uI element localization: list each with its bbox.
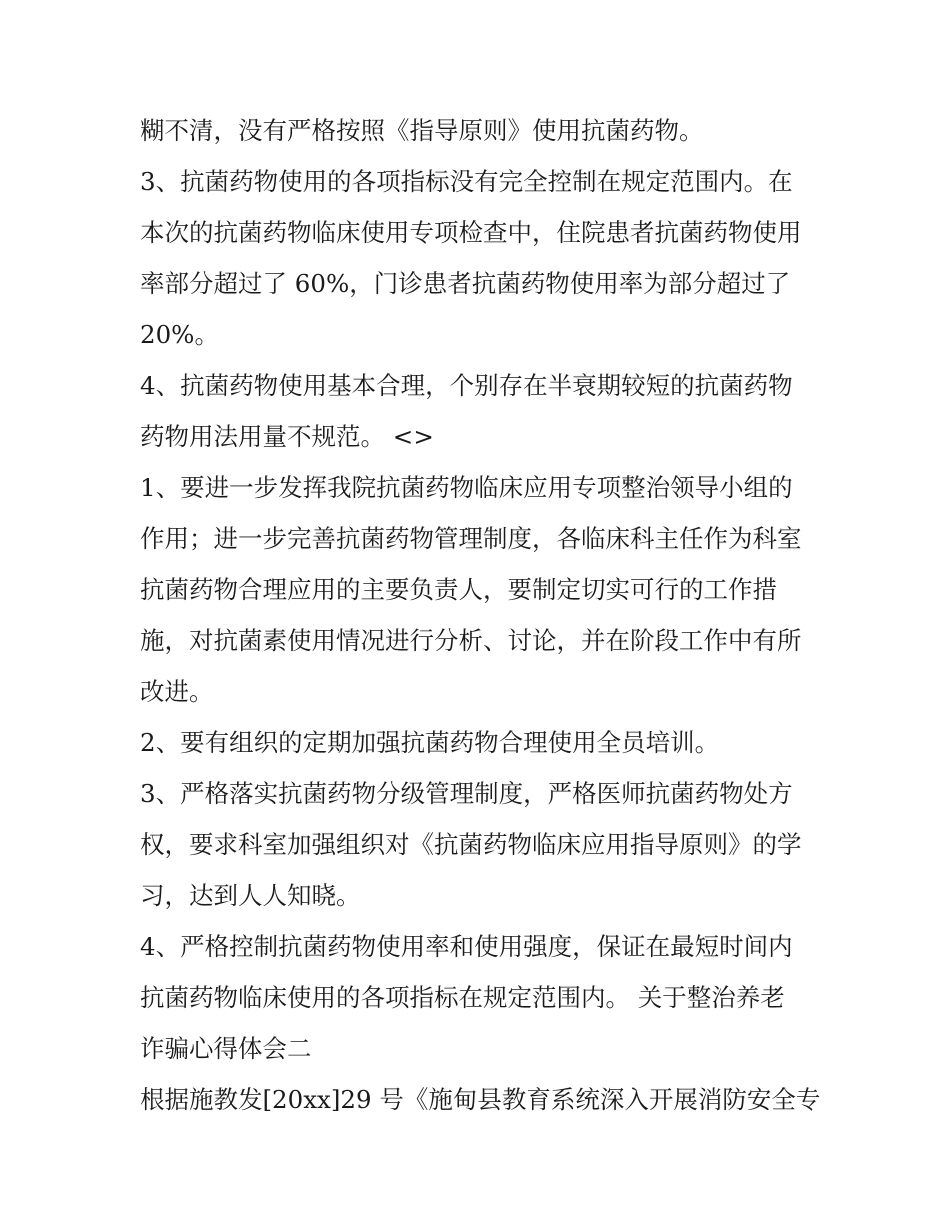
text-line: 根据施教发[20xx]29 号《施甸县教育系统深入开展消防安全专 xyxy=(140,1085,821,1114)
text-line: 改进。 xyxy=(140,677,214,706)
text-line: 抗菌药物临床使用的各项指标在规定范围内。 关于整治养老 xyxy=(140,983,785,1012)
text-line: 诈骗心得体会二 xyxy=(140,1034,312,1063)
text-line: 3、严格落实抗菌药物分级管理制度，严格医师抗菌药物处方 xyxy=(140,779,793,808)
text-line: 抗菌药物合理应用的主要负责人，要制定切实可行的工作措 xyxy=(140,575,777,604)
document-body xyxy=(140,105,820,1125)
text-line: 3、抗菌药物使用的各项指标没有完全控制在规定范围内。在 xyxy=(140,167,793,196)
text-line: 4、抗菌药物使用基本合理，个别存在半衰期较短的抗菌药物 xyxy=(140,371,793,400)
text-line: 本次的抗菌药物临床使用专项检查中，住院患者抗菌药物使用 xyxy=(140,218,802,247)
text-line: 糊不清，没有严格按照《指导原则》使用抗菌药物。 xyxy=(140,116,704,145)
text-line: 4、严格控制抗菌药物使用率和使用强度，保证在最短时间内 xyxy=(140,932,793,961)
text-line: 率部分超过了 60%，门诊患者抗菌药物使用率为部分超过了 xyxy=(140,269,791,298)
text-line: 1、要进一步发挥我院抗菌药物临床应用专项整治领导小组的 xyxy=(140,473,793,502)
text-line: 20%。 xyxy=(140,320,219,349)
text-line: 2、要有组织的定期加强抗菌药物合理使用全员培训。 xyxy=(140,728,720,757)
text-line: 权，要求科室加强组织对《抗菌药物临床应用指导原则》的学 xyxy=(140,830,802,859)
text-line: 习，达到人人知晓。 xyxy=(140,881,361,910)
text-line: 施，对抗菌素使用情况进行分析、讨论，并在阶段工作中有所 xyxy=(140,626,802,655)
text-line: 作用；进一步完善抗菌药物管理制度，各临床科主任作为科室 xyxy=(140,524,802,553)
text-line: 药物用法用量不规范。 <> xyxy=(140,422,434,451)
